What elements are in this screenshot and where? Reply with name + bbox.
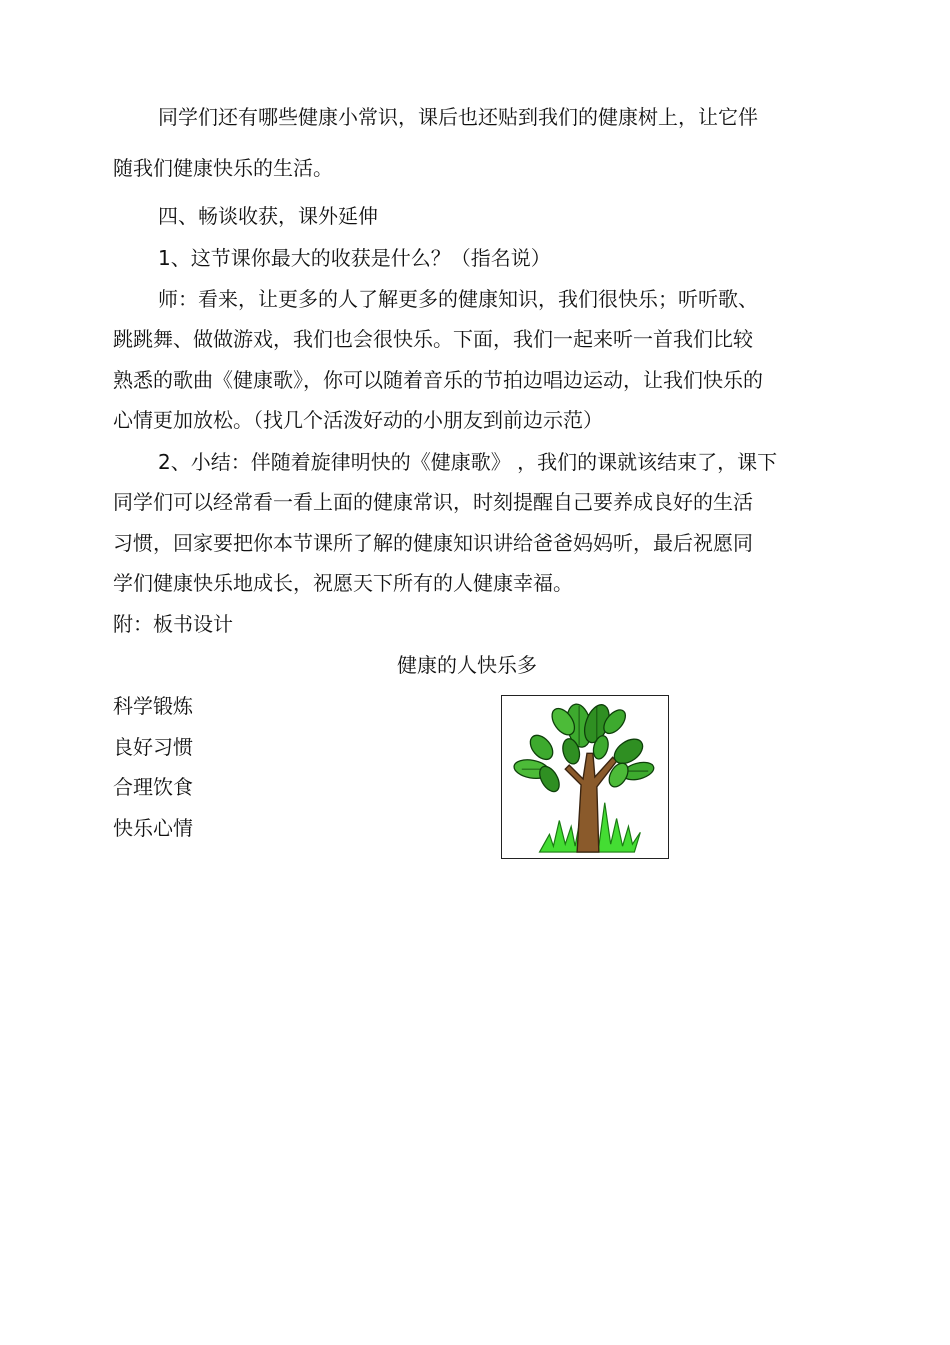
paragraph-line: 同学们可以经常看一看上面的健康常识，时刻提醒自己要养成良好的生活 — [113, 490, 753, 514]
paragraph-line: 习惯，回家要把你本节课所了解的健康知识讲给爸爸妈妈听，最后祝愿同 — [113, 531, 753, 555]
paragraph-line: 学们健康快乐地成长，祝愿天下所有的人健康幸福。 — [113, 571, 573, 595]
paragraph-line: 师：看来，让更多的人了解更多的健康知识，我们很快乐；听听歌、 — [158, 287, 758, 311]
paragraph-line: 跳跳舞、做做游戏，我们也会很快乐。下面，我们一起来听一首我们比较 — [113, 327, 753, 351]
board-item: 快乐心情 — [113, 816, 193, 840]
board-item: 合理饮食 — [113, 775, 193, 799]
section-heading: 四、畅谈收获，课外延伸 — [158, 204, 378, 228]
paragraph-line: 心情更加放松。（找几个活泼好动的小朋友到前边示范） — [113, 408, 603, 432]
paragraph-line: 同学们还有哪些健康小常识，课后也还贴到我们的健康树上，让它伴 — [158, 105, 758, 129]
board-title: 健康的人快乐多 — [397, 653, 537, 677]
paragraph-line: 熟悉的歌曲《健康歌》，你可以随着音乐的节拍边唱边运动，让我们快乐的 — [113, 368, 763, 392]
board-item: 科学锻炼 — [113, 694, 193, 718]
health-tree-image — [501, 695, 669, 859]
paragraph-line: 1、这节课你最大的收获是什么？（指名说） — [158, 246, 551, 270]
tree-icon — [502, 696, 668, 858]
board-item: 良好习惯 — [113, 735, 193, 759]
paragraph-line: 随我们健康快乐的生活。 — [113, 156, 333, 180]
appendix-label: 附：板书设计 — [113, 612, 233, 636]
paragraph-line: 2、小结：伴随着旋律明快的《健康歌》 ，我们的课就该结束了，课下 — [158, 450, 778, 474]
